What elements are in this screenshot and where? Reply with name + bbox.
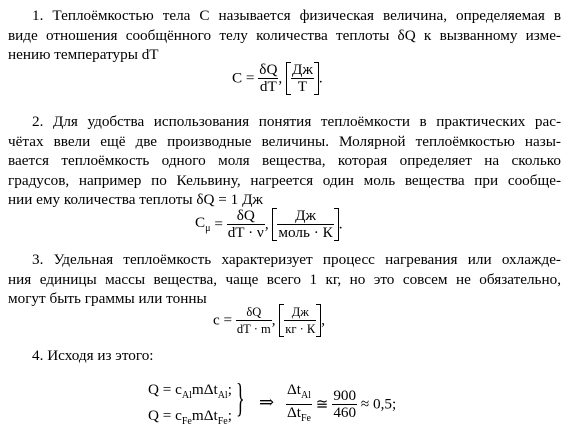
eq3-lhs: c = (213, 311, 233, 329)
paragraph-1 (8, 6, 561, 65)
eq2-fraction (227, 208, 265, 241)
paragraph-3-line-3: могут быть граммы или тонны (8, 290, 207, 308)
eq3-comma: , (271, 311, 276, 329)
eq2-lhs: $C_\mu$ (195, 214, 211, 235)
eq1-lhs: C = (232, 69, 255, 87)
eq4-fraction-dt-numerator: $\Delta t_{Al}$ (286, 382, 312, 405)
equation-system (148, 380, 232, 432)
eq1-fraction (258, 62, 278, 95)
eq4-fraction-values-numerator: 900 (333, 387, 357, 405)
paragraph-3-line-2: ния единицы массы вещества, чаще всего 1 кг, но это совсем не обязательно, (8, 270, 561, 288)
paragraph-4 (8, 346, 561, 366)
eq3-unit-numerator: Дж (284, 304, 316, 321)
eq2-comma: , (264, 215, 269, 233)
eq3-unit-denominator: кг · К (285, 322, 316, 336)
paragraph-3-line-1: 3. Удельная теплоёмкость характеризует процесс нагревания или охлажде- (32, 251, 561, 268)
eq3-denominator: dT · m (236, 322, 271, 336)
eq1-end: . (318, 69, 323, 87)
eq3-numerator: δQ (236, 304, 272, 321)
eq1-denominator: dT (259, 78, 277, 95)
eq1-unit-numerator: Дж (292, 61, 313, 78)
equation-molar-heat-capacity (195, 208, 343, 241)
paragraph-2-line-5: нии ему количества теплоты δQ = 1 Дж (8, 191, 263, 209)
paragraph-1-line-1: 1. Теплоёмкостью тела С называется физическая величина, определяемая в (32, 7, 561, 24)
eq3-end: , (321, 311, 326, 329)
eq4-fraction-dt-denominator: $\Delta t_{Fe}$ (287, 404, 311, 425)
equation-specific-heat-capacity (213, 304, 325, 337)
eq4-fraction-values-denominator: 460 (333, 404, 357, 422)
paragraph-2-line-2: чётах ввели ещё две производные величины. Молярной теплоёмкостью назы- (8, 132, 561, 150)
eq4-fraction-dt (286, 382, 312, 427)
eq1-numerator: δQ (259, 61, 278, 78)
eq3-fraction (236, 304, 272, 337)
paragraph-4-line-1: 4. Исходя из этого: (32, 347, 154, 364)
paragraph-2-line-3: вается теплоёмкость одного моля вещества, которая определяет на сколько (8, 152, 561, 170)
eq2-units-bracket (272, 208, 338, 241)
equation-ratio (286, 382, 396, 427)
eq3-units-bracket (279, 304, 321, 337)
eq1-comma: , (278, 69, 283, 87)
eq1-unit-denominator: Т (297, 78, 308, 95)
eq1-units-bracket (286, 62, 319, 95)
eq2-numerator: δQ (227, 208, 265, 225)
paragraph-3 (8, 250, 561, 309)
eq2-denominator: dT · ν (227, 224, 264, 241)
eq2-unit-numerator: Дж (277, 208, 333, 225)
paragraph-1-line-3: нению температуры dT (8, 46, 159, 64)
eq4-approx-1: ≅ (315, 396, 329, 414)
eq3-units (284, 304, 316, 337)
eq2-units (277, 208, 333, 241)
eq4-brace: } (236, 375, 245, 420)
eq4-row-2: $Q = c_{Fe}m\Delta t_{Fe}$; (148, 407, 232, 428)
paragraph-2-line-4: градусов, например по Кельвину, нагреется один моль вещества при сообще- (8, 171, 561, 189)
eq1-units (291, 62, 314, 95)
eq2-lhs-sub: μ (205, 223, 211, 235)
eq4-approx-result: ≈ 0,5; (360, 395, 397, 413)
paragraph-2-line-1: 2. Для удобства использования понятия теплоёмкости в практических рас- (32, 113, 561, 130)
eq4-arrow: ⇒ (259, 392, 275, 412)
eq2-end: . (338, 215, 343, 233)
eq4-fraction-values (332, 388, 357, 421)
equation-heat-capacity (232, 62, 323, 95)
eq2-unit-denominator: моль · К (278, 224, 333, 241)
eq4-row-1: $Q = c_{Al}m\Delta t_{Al}$; (148, 381, 232, 402)
paragraph-1-line-2: виде отношения сообщённого телу количества теплоты δQ к вызванному изме- (8, 26, 561, 44)
paragraph-2 (8, 112, 561, 210)
eq2-equals: = (214, 215, 223, 233)
